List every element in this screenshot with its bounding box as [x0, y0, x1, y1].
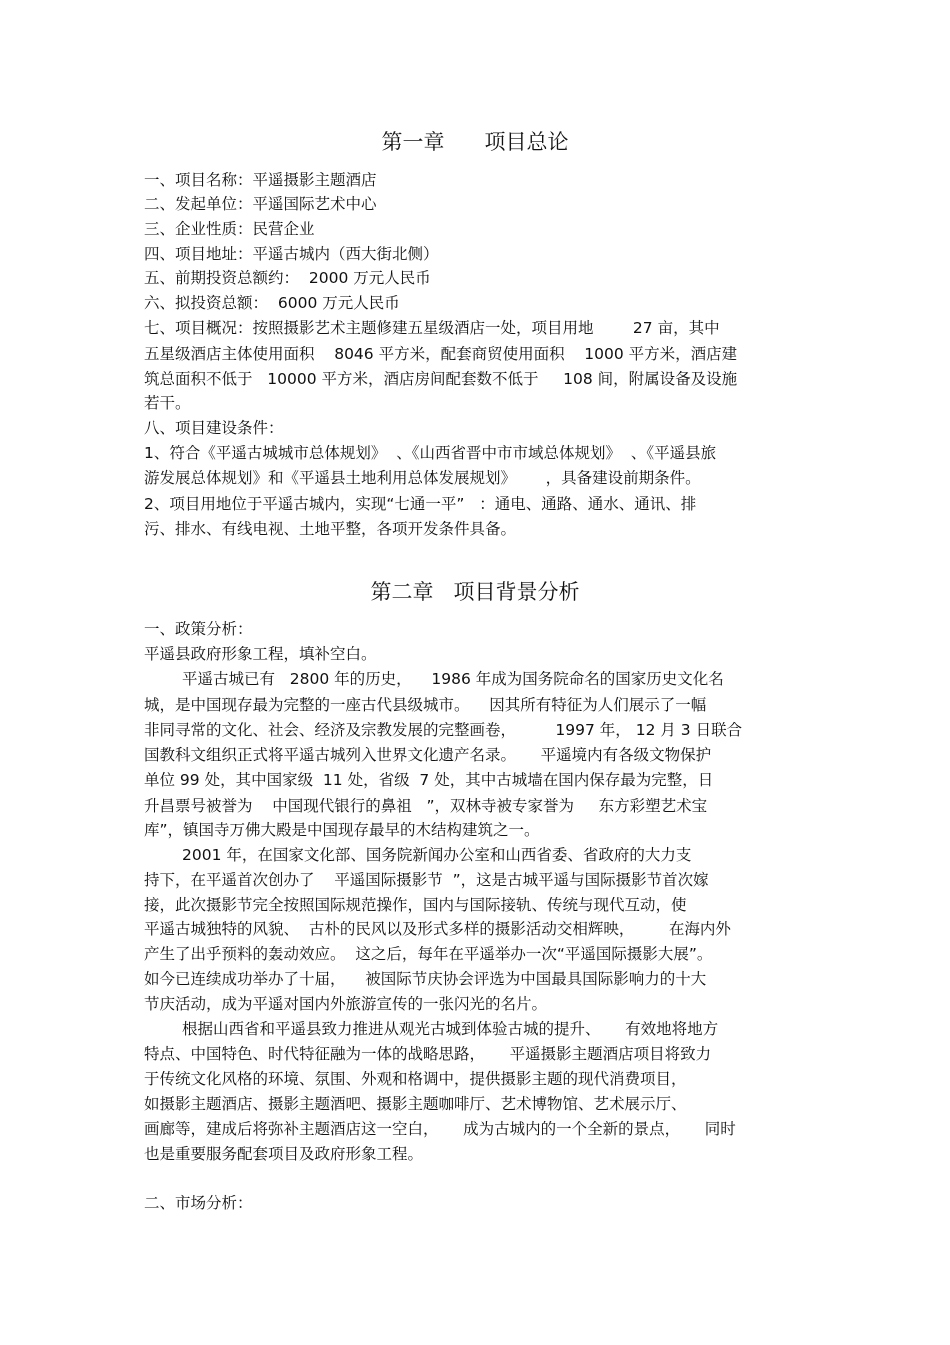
festival-paragraph-line-3: 接，此次摄影节完全按照国际规范操作，国内与国际接轨、传统与现代互动，使: [144, 896, 687, 914]
strategy-paragraph-line-5: 画廊等，建成后将弥补主题酒店这一空白， 成为古城内的一个全新的景点， 同时: [144, 1120, 736, 1138]
festival-paragraph-line-1: 2001 年，在国家文化部、国务院新闻办公室和山西省委、省政府的大力支: [182, 846, 692, 864]
project-name-line: 一、项目名称：平遥摄影主题酒店: [144, 171, 377, 189]
festival-paragraph-line-4: 平遥古城独特的风貌、 古朴的民风以及形式多样的摄影活动交相辉映， 在海内外: [144, 920, 731, 938]
initial-investment-line: 五、前期投资总额约： 2000 万元人民币: [144, 269, 431, 287]
strategy-paragraph-line-4: 如摄影主题酒店、摄影主题酒吧、摄影主题咖啡厅、艺术博物馆、艺术展示厅、: [144, 1095, 687, 1113]
history-paragraph-line-7: 库”，镇国寺万佛大殿是中国现存最早的木结构建筑之一。: [144, 821, 540, 839]
history-paragraph-line-1: 平遥古城已有 2800 年的历史， 1986 年成为国务院命名的国家历史文化名: [182, 670, 724, 688]
festival-paragraph-line-7: 节庆活动，成为平遥对国内外旅游宣传的一张闪光的名片。: [144, 995, 548, 1013]
history-paragraph-line-4: 国教科文组织正式将平遥古城列入世界文化遗产名录。 平遥境内有各级文物保护: [144, 746, 712, 764]
strategy-paragraph-line-3: 于传统文化风格的环境、氛围、外观和格调中，提供摄影主题的现代消费项目，: [144, 1070, 687, 1088]
history-paragraph-line-2: 城，是中国现存最为完整的一座古代县级城市。 因其所有特征为人们展示了一幅: [144, 696, 707, 714]
chapter-1-title: 第一章 项目总论: [381, 130, 569, 154]
overview-line-2: 五星级酒店主体使用面积 8046 平方米，配套商贸使用面积 1000 平方米，酒店建: [144, 345, 738, 363]
sponsor-line: 二、发起单位：平遥国际艺术中心: [144, 195, 377, 213]
enterprise-type-line: 三、企业性质：民营企业: [144, 220, 315, 238]
market-analysis-heading: 二、市场分析：: [144, 1194, 253, 1212]
overview-line-1: 七、项目概况：按照摄影艺术主题修建五星级酒店一处，项目用地 27 亩，其中: [144, 319, 720, 337]
condition-1-line-1: 1、符合《平遥古城城市总体规划》 、《山西省晋中市市域总体规划》 、《平遥县旅: [144, 444, 717, 462]
project-address-line: 四、项目地址：平遥古城内（西大街北侧）: [144, 245, 439, 263]
strategy-paragraph-line-6: 也是重要服务配套项目及政府形象工程。: [144, 1145, 424, 1163]
strategy-paragraph-line-2: 特点、中国特色、时代特征融为一体的战略思路， 平遥摄影主题酒店项目将致力: [144, 1045, 712, 1063]
condition-2-line-2: 污、排水、有线电视、土地平整，各项开发条件具备。: [144, 520, 517, 538]
condition-2-line-1: 2、项目用地位于平遥古城内，实现“七通一平” ：通电、通路、通水、通讯、排: [144, 495, 697, 513]
strategy-paragraph-line-1: 根据山西省和平遥县致力推进从观光古城到体验古城的提升、 有效地将地方: [182, 1020, 719, 1038]
policy-heading: 一、政策分析：: [144, 620, 253, 638]
chapter-2-title: 第二章 项目背景分析: [370, 580, 580, 604]
policy-summary: 平遥县政府形象工程，填补空白。: [144, 645, 377, 663]
festival-paragraph-line-2: 持下，在平遥首次创办了 平遥国际摄影节 ”，这是古城平遥与国际摄影节首次嫁: [144, 871, 709, 889]
history-paragraph-line-5: 单位 99 处，其中国家级 11 处，省级 7 处，其中古城墙在国内保存最为完整，日: [144, 771, 714, 789]
festival-paragraph-line-6: 如今已连续成功举办了十届， 被国际节庆协会评选为中国最具国际影响力的十大: [144, 970, 707, 988]
total-investment-line: 六、拟投资总额： 6000 万元人民币: [144, 294, 400, 312]
history-paragraph-line-3: 非同寻常的文化、社会、经济及宗教发展的完整画卷， 1997 年， 12 月 3 日联合: [144, 721, 743, 739]
conditions-heading: 八、项目建设条件：: [144, 419, 284, 437]
festival-paragraph-line-5: 产生了出乎预料的轰动效应。 这之后，每年在平遥举办一次“平遥国际摄影大展”。: [144, 945, 713, 963]
condition-1-line-2: 游发展总体规划》和《平遥县土地利用总体发展规划》 ，具备建设前期条件。: [144, 469, 701, 487]
history-paragraph-line-6: 升昌票号被誉为 中国现代银行的鼻祖 ”，双林寺被专家誉为 东方彩塑艺术宝: [144, 797, 708, 815]
overview-line-4: 若干。: [144, 394, 191, 412]
overview-line-3: 筑总面积不低于 10000 平方米，酒店房间配套数不低于 108 间，附属设备及设施: [144, 370, 738, 388]
